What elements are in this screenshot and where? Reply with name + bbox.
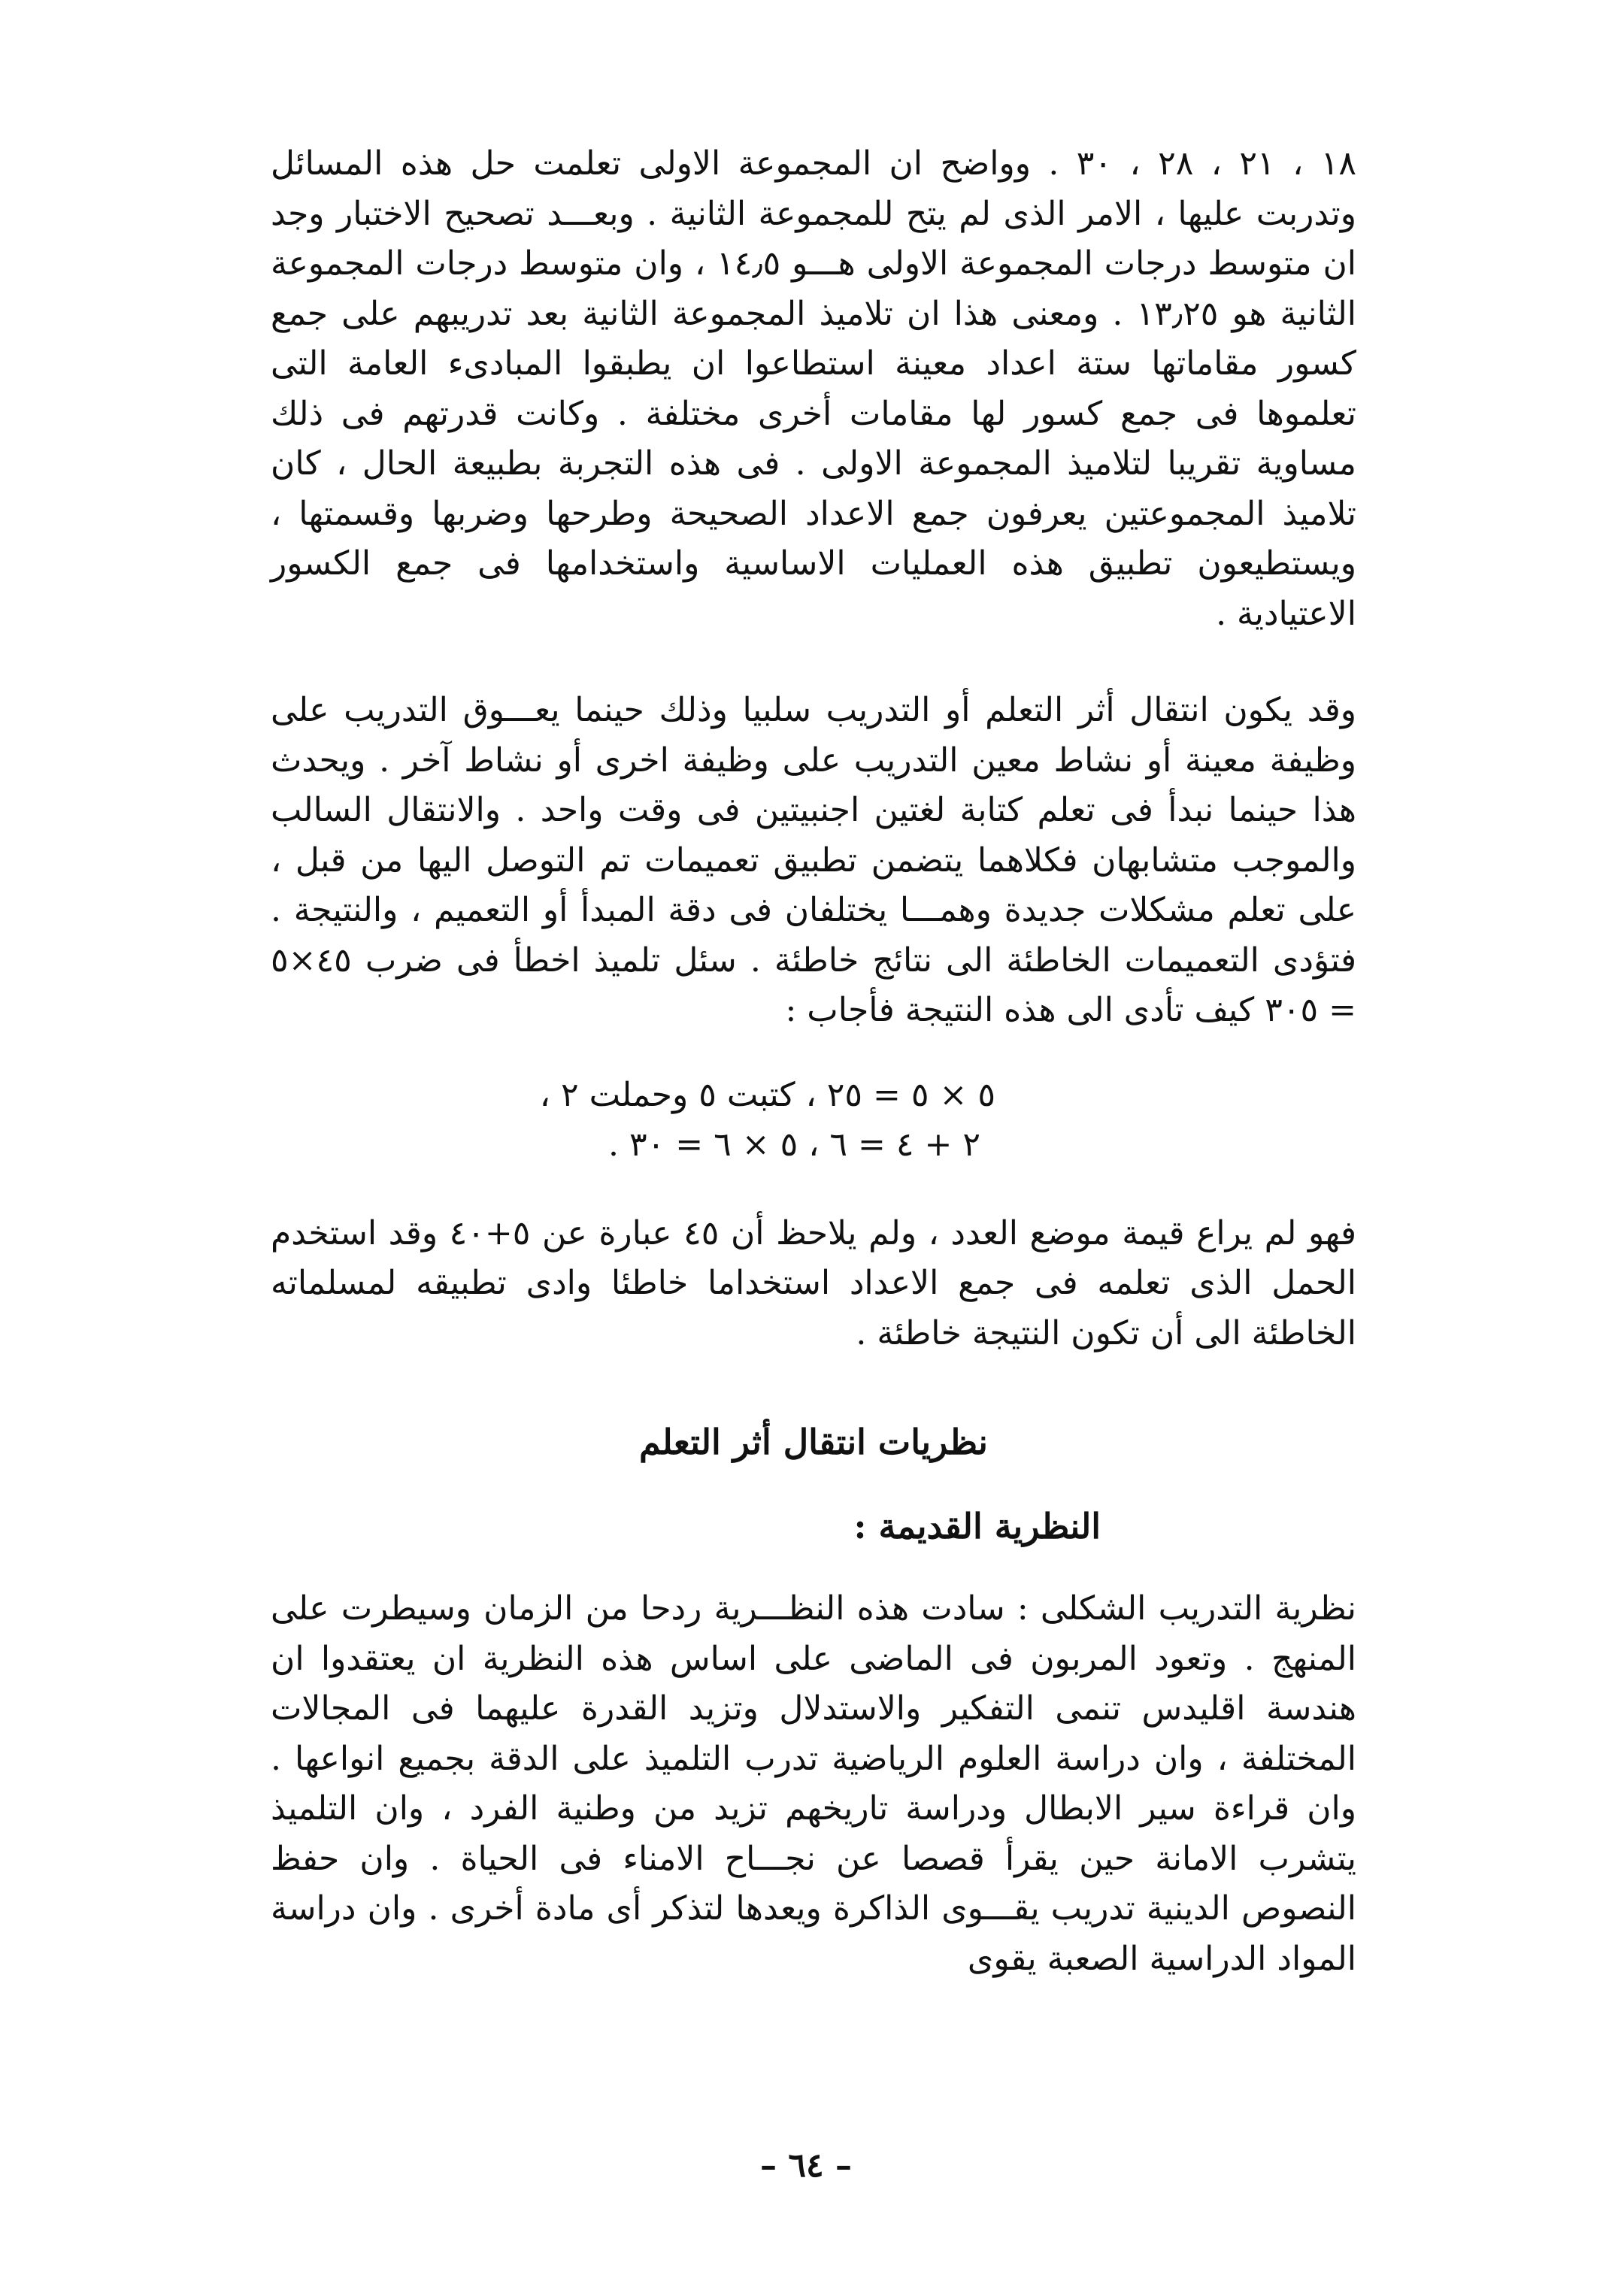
equation-line-1: ٥ × ٥ = ٢٥ ، كتبت ٥ وحملت ٢ ، (539, 1075, 995, 1114)
paragraph-formal-training-theory: نظرية التدريب الشكلى : سادت هذه النظـــرية ردحا من الزمان وسيطرت على المنهج . وتعود المربون فى الماضى على اساس هذه النظرية ان يعتقدوا ان هندسة اقليدس تنمى التفكير والاستدلال وتزيد القدرة عليهما فى المجالات المختلفة ، وان دراسة العلوم الرياضية تدرب التلميذ على الدقة بجميع انواعها . وان قراءة سير الابطال ودراسة تاريخهم تزيد من وطنية الفرد ، وان التلميذ يتشرب الامانة حين يقرأ قصصا عن نجـــاح الامناء فى الحياة . وان حفظ النصوص الدينية تدريب يقـــوى الذاكرة ويعدها لتذكر أى مادة أخرى . وان دراسة المواد الدراسية الصعبة يقوى (271, 1589, 1356, 1978)
equation-line-2: ٢ + ٤ = ٦ ، ٥ × ٦ = ٣٠ . (608, 1125, 980, 1164)
paragraph-error-explanation: فهو لم يراع قيمة موضع العدد ، ولم يلاحظ أن ٤٥ عبارة عن ٥+٤٠ وقد استخدم الحمل الذى تعلمه فى جمع الاعداد استخداما خاطئا وادى تطبيقه لمسلماته الخاطئة الى أن تكون النتيجة خاطئة . (271, 1213, 1356, 1352)
section-title: نظريات انتقال أثر التعلم (639, 1422, 988, 1462)
student-answer-equations (271, 1071, 1356, 1170)
paragraph-negative-transfer: وقد يكون انتقال أثر التعلم أو التدريب سلبيا وذلك حينما يعـــوق التدريب على وظيفة معينة أو نشاط معين التدريب على وظيفة اخرى أو نشاط آخر . ويحدث هذا حينما نبدأ فى تعلم كتابة لغتين اجنبيتين فى وقت واحد . والانتقال السالب والموجب متشابهان فكلاهما يتضمن تطبيق تعميمات تم التوصل اليها من قبل ، على تعلم مشكلات جديدة وهمـــا يختلفان فى دقة المبدأ أو التعميم ، والنتيجة . فتؤدى التعميمات الخاطئة الى نتائج خاطئة . سئل تلميذ اخطأ فى ضرب ٤٥×٥ = ٣٠٥ كيف تأدى الى هذه النتيجة فأجاب : (271, 691, 1356, 1029)
subsection-title: النظرية القديمة : (853, 1506, 1101, 1546)
page-number: – ٦٤ – (760, 2146, 852, 2185)
paragraph-experiment-results: ١٨ ، ٢١ ، ٢٨ ، ٣٠ . وواضح ان المجموعة الاولى تعلمت حل هذه المسائل وتدربت عليها ، الامر الذى لم يتح للمجموعة الثانية . وبعـــد تصحيح الاختبار وجد ان متوسط درجات المجموعة الاولى هـــو ١٤٫٥ ، وان متوسط درجات المجموعة الثانية هو ١٣٫٢٥ . ومعنى هذا ان تلاميذ المجموعة الثانية بعد تدريبهم على جمع كسور مقاماتها ستة اعداد معينة استطاعوا ان يطبقوا المبادىء العامة التى تعلموها فى جمع كسور لها مقامات أخرى مختلفة . وكانت قدرتهم فى ذلك مساوية تقريبا لتلاميذ المجموعة الاولى . فى هذه التجربة بطبيعة الحال ، كان تلاميذ المجموعتين يعرفون جمع الاعداد الصحيحة وطرحها وضربها وقسمتها ، ويستطيعون تطبيق هذه العمليات الاساسية واستخدامها فى جمع الكسور الاعتيادية . (271, 144, 1356, 633)
